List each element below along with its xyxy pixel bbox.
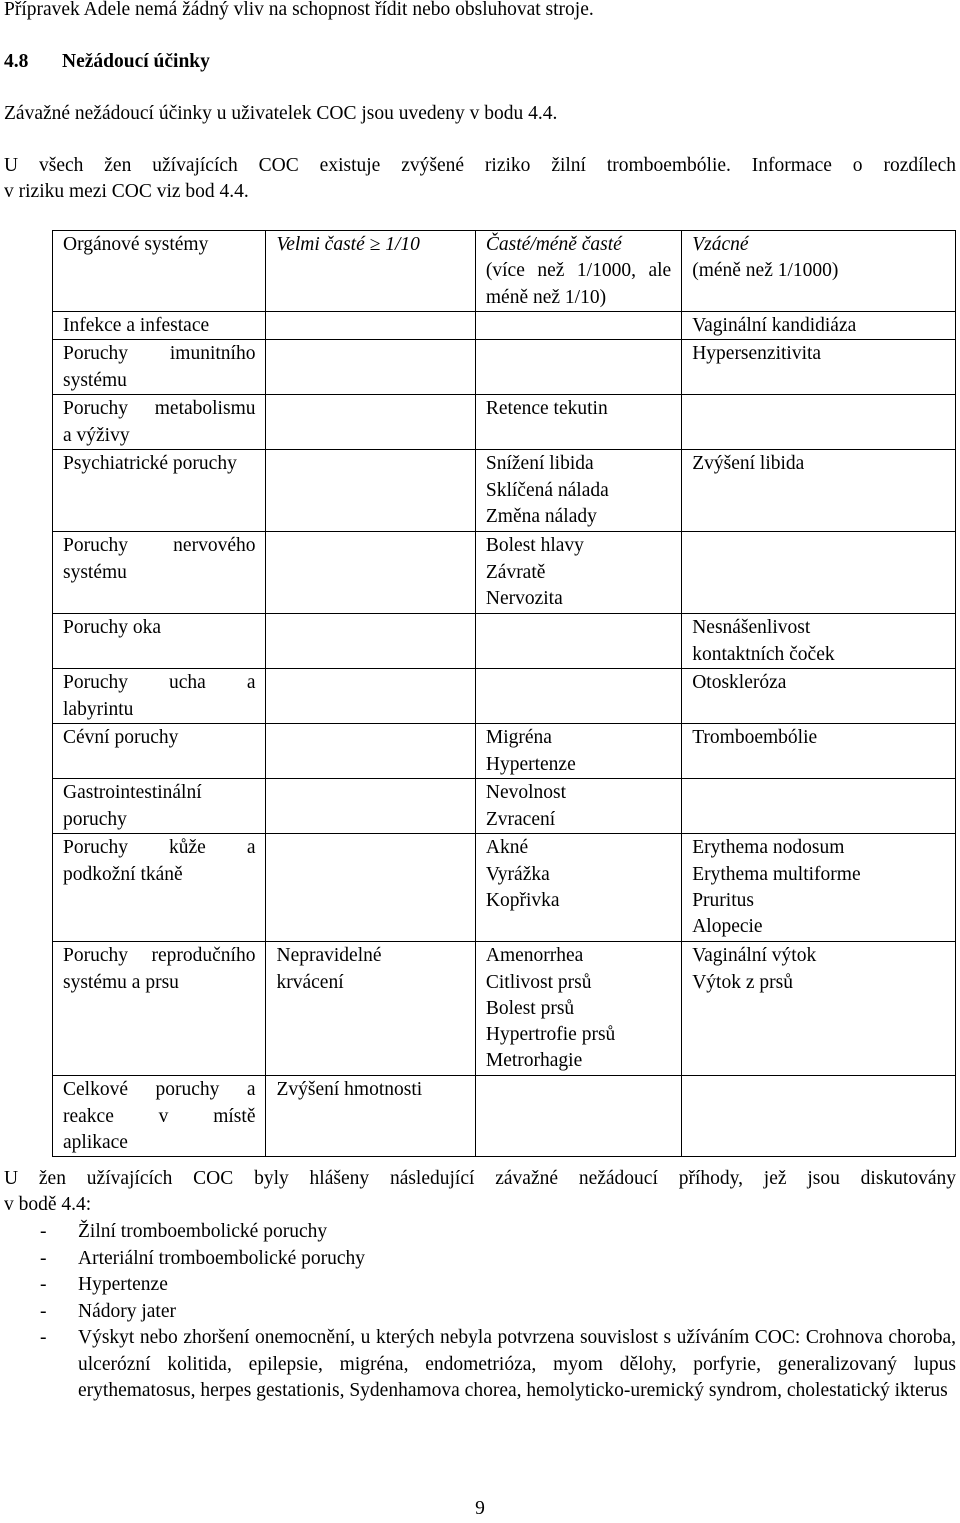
- common-cell: [475, 614, 681, 669]
- cell-text: Celkové poruchy a: [63, 1079, 256, 1101]
- very-common-cell: [266, 340, 475, 395]
- cell-text: aplikace: [63, 1131, 128, 1153]
- cell-text: Poruchy kůže a: [63, 837, 256, 859]
- cell-text: Výtok z prsů: [692, 971, 793, 993]
- cell-text: Metrorhagie: [485, 1050, 583, 1072]
- rare-cell: [682, 724, 956, 779]
- cell-text: Kopřivka: [485, 889, 560, 911]
- organ-cell: [53, 614, 266, 669]
- cell-text: poruchy: [63, 808, 127, 830]
- table-row: [53, 532, 956, 614]
- cell-text: reakce v místě: [63, 1105, 256, 1127]
- cell-text: Akné: [485, 837, 529, 859]
- list-item: [4, 1325, 956, 1405]
- cell-text: Sklíčená nálada: [485, 479, 609, 501]
- rare-cell: [682, 669, 956, 724]
- common-cell: [475, 1076, 681, 1157]
- cell-text: Erythema multiforme: [692, 863, 861, 885]
- rare-cell: [682, 450, 956, 532]
- common-cell: [475, 340, 681, 395]
- cell-text: Vyrážka: [485, 863, 550, 885]
- organ-cell: [53, 724, 266, 779]
- reported-events-list: [4, 1219, 956, 1405]
- organ-cell: [53, 312, 266, 340]
- table-row: [53, 779, 956, 834]
- organ-cell: [53, 450, 266, 532]
- paragraph-serious-effects: Závažné nežádoucí účinky u uživatelek COC jsou uvedeny v bodu 4.4.: [4, 103, 558, 124]
- cell-text: Poruchy nervového: [63, 535, 256, 557]
- table-row: [53, 724, 956, 779]
- list-item-text: Arteriální tromboembolické poruchy: [78, 1247, 365, 1269]
- header-very-common: Velmi časté ≥ 1/10: [266, 231, 475, 312]
- paragraph-reported-events-line2: v bodě 4.4:: [4, 1194, 92, 1215]
- table-row: [53, 614, 956, 669]
- cell-text: Bolest hlavy: [485, 535, 584, 557]
- cell-text: Nevolnost: [485, 782, 567, 804]
- very-common-cell: [266, 395, 475, 450]
- list-dash: -: [40, 1300, 47, 1322]
- list-dash: -: [40, 1247, 47, 1269]
- cell-text: Erythema nodosum: [692, 837, 845, 859]
- list-item-text: Žilní tromboembolické poruchy: [78, 1221, 328, 1242]
- organ-cell: [53, 779, 266, 834]
- very-common-cell: [266, 724, 475, 779]
- cell-text: Hypersenzitivita: [692, 343, 822, 365]
- cell-text: Zvracení: [485, 808, 556, 830]
- table-row: [53, 1076, 956, 1157]
- table-header-row: [53, 231, 956, 312]
- list-item-text: Výskyt nebo zhoršení onemocnění, u kterých nebyla potvrzena souvislost s užíváním COC: Crohnova choroba, ulcerózní kolitida, epilepsie, migréna, endometrióza, myom dělohy, porfyrie, generalizovaný lupus erythematosus, herpes gestationis, Sydenhamova chorea, hemolyticko-uremický syndrom, cholestatický ikterus: [78, 1327, 956, 1401]
- cell-text: Nepravidelné: [276, 945, 382, 967]
- rare-cell: [682, 1076, 956, 1157]
- organ-cell: [53, 395, 266, 450]
- paragraph-risk-line2: v riziku mezi COC viz bod 4.4.: [4, 181, 249, 202]
- common-cell: [475, 724, 681, 779]
- cell-text: krvácení: [276, 971, 344, 993]
- cell-text: Nervozita: [485, 587, 563, 609]
- cell-text: Bolest prsů: [485, 997, 575, 1019]
- table-row: [53, 395, 956, 450]
- section-number: 4.8: [4, 51, 29, 72]
- cell-text: Pruritus: [692, 889, 754, 911]
- organ-cell: [53, 942, 266, 1076]
- adverse-effects-table: [52, 230, 956, 1157]
- cell-text: Migréna: [485, 727, 552, 749]
- cell-text: systému a prsu: [63, 971, 179, 993]
- section-heading: [4, 49, 956, 76]
- cell-text: Citlivost prsů: [485, 971, 592, 993]
- paragraph-reported-events-line1: U žen užívajících COC byly hlášeny následující závažné nežádoucí příhody, jež jsou diskutovány: [4, 1168, 956, 1189]
- cell-text: Zvýšení hmotnosti: [276, 1079, 423, 1101]
- cell-text: systému: [63, 369, 127, 391]
- intro-line: Přípravek Adele nemá žádný vliv na schopnost řídit nebo obsluhovat stroje.: [4, 0, 594, 20]
- organ-cell: [53, 1076, 266, 1157]
- cell-text: Psychiatrické poruchy: [63, 453, 237, 475]
- cell-text: a výživy: [63, 424, 130, 446]
- common-cell: [475, 395, 681, 450]
- cell-text: systému: [63, 561, 127, 583]
- very-common-cell: [266, 834, 475, 942]
- cell-text: Nesnášenlivost: [692, 617, 811, 639]
- very-common-cell: [266, 669, 475, 724]
- common-cell: [475, 312, 681, 340]
- cell-text: Snížení libida: [485, 453, 594, 475]
- table-row: [53, 450, 956, 532]
- table-row: [53, 834, 956, 942]
- rare-cell: [682, 779, 956, 834]
- common-cell: [475, 532, 681, 614]
- rare-cell: [682, 312, 956, 340]
- list-item: [4, 1246, 956, 1273]
- organ-cell: [53, 340, 266, 395]
- very-common-cell: [266, 1076, 475, 1157]
- common-cell: [475, 779, 681, 834]
- cell-text: Poruchy ucha a: [63, 672, 256, 694]
- cell-text: labyrintu: [63, 698, 134, 720]
- list-item-text: Hypertenze: [78, 1274, 168, 1295]
- header-rare: Vzácné (méně než 1/1000): [682, 231, 956, 312]
- cell-text: Infekce a infestace: [63, 315, 210, 336]
- common-cell: [475, 834, 681, 942]
- list-item: [4, 1272, 956, 1299]
- very-common-cell: [266, 614, 475, 669]
- header-common: Časté/méně časté (více než 1/1000, ale méně než 1/10): [475, 231, 681, 312]
- rare-cell: [682, 614, 956, 669]
- cell-text: Gastrointestinální: [63, 782, 202, 804]
- very-common-cell: [266, 450, 475, 532]
- rare-cell: [682, 340, 956, 395]
- table-row: [53, 312, 956, 340]
- cell-text: Vaginální výtok: [692, 945, 817, 967]
- common-cell: [475, 942, 681, 1076]
- table-row: [53, 942, 956, 1076]
- organ-cell: [53, 532, 266, 614]
- section-title: Nežádoucí účinky: [62, 51, 210, 72]
- cell-text: Retence tekutin: [485, 398, 608, 420]
- cell-text: Poruchy oka: [63, 617, 162, 639]
- list-dash: -: [40, 1221, 47, 1242]
- organ-cell: [53, 834, 266, 942]
- cell-text: Poruchy metabolismu: [63, 398, 256, 420]
- cell-text: podkožní tkáně: [63, 863, 183, 885]
- cell-text: Hypertrofie prsů: [485, 1024, 616, 1046]
- cell-text: Poruchy imunitního: [63, 343, 256, 365]
- very-common-cell: [266, 779, 475, 834]
- header-organ-systems: Orgánové systémy: [53, 231, 266, 312]
- cell-text: Poruchy reprodučního: [63, 945, 256, 967]
- list-item-text: Nádory jater: [78, 1300, 176, 1322]
- cell-text: Alopecie: [692, 916, 763, 938]
- cell-text: Vaginální kandidiáza: [692, 315, 857, 336]
- page-number: 9: [475, 1498, 485, 1519]
- list-item: [4, 1219, 956, 1246]
- cell-text: Tromboembólie: [692, 727, 818, 749]
- cell-text: Amenorrhea: [485, 945, 584, 967]
- cell-text: Hypertenze: [485, 753, 576, 775]
- paragraph-risk-line1: U všech žen užívajících COC existuje zvýšené riziko žilní tromboembólie. Informace o rozdílech: [4, 155, 956, 176]
- common-cell: [475, 450, 681, 532]
- cell-text: kontaktních čoček: [692, 643, 835, 665]
- list-dash: -: [40, 1327, 47, 1348]
- cell-text: Zvýšení libida: [692, 453, 805, 475]
- rare-cell: [682, 942, 956, 1076]
- table-row: [53, 669, 956, 724]
- rare-cell: [682, 532, 956, 614]
- organ-cell: [53, 669, 266, 724]
- list-dash: -: [40, 1274, 47, 1295]
- cell-text: Cévní poruchy: [63, 727, 179, 749]
- rare-cell: [682, 834, 956, 942]
- cell-text: Závratě: [485, 561, 546, 583]
- very-common-cell: [266, 312, 475, 340]
- rare-cell: [682, 395, 956, 450]
- common-cell: [475, 669, 681, 724]
- cell-text: Změna nálady: [485, 505, 597, 527]
- list-item: [4, 1299, 956, 1326]
- cell-text: Otoskleróza: [692, 672, 787, 694]
- very-common-cell: [266, 942, 475, 1076]
- very-common-cell: [266, 532, 475, 614]
- table-row: [53, 340, 956, 395]
